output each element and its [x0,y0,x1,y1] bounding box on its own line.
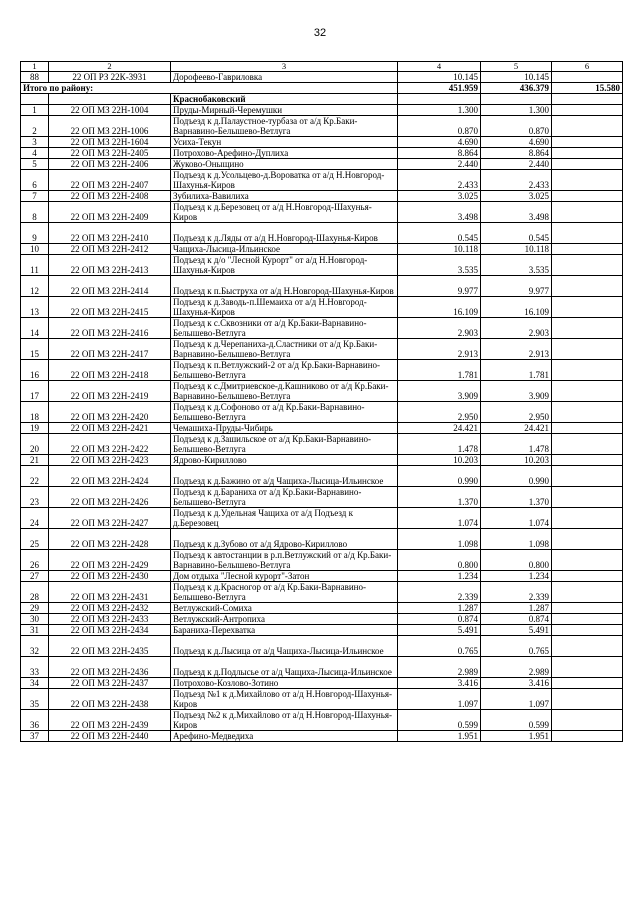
road-length-paved: 3.909 [481,381,552,402]
header-row [21,62,623,72]
road-length-paved: 2.950 [481,402,552,423]
road-name: Подъезд к с.Сквозники от а/д Кр.Баки-Варнавино-Белышево-Ветлуга [171,318,398,339]
row-number: 5 [21,159,49,170]
column-header: 4 [398,62,481,72]
road-length-other [552,276,623,297]
road-name: Подъезд к д/о "Лесной Курорт" от а/д Н.Новгород-Шахунья-Киров [171,255,398,276]
road-code: 22 ОП МЗ 22Н-2410 [49,223,171,244]
road-code: 22 ОП МЗ 22Н-2422 [49,434,171,455]
road-name: Подъезд к д.Березовец от а/д Н.Новгород-Шахунья-Киров [171,202,398,223]
row-number: 14 [21,318,49,339]
road-length-paved: 2.903 [481,318,552,339]
road-name: Подъезд к автостанции в р.п.Ветлужский от а/д Кр.Баки-Варнавино-Белышево-Ветлуга [171,550,398,571]
road-name: Потрохово-Арефино-Дуплиха [171,148,398,159]
table-row [21,223,623,244]
road-name: Подъезд к п.Ветлужский-2 от а/д Кр.Баки-Варнавино-Белышево-Ветлуга [171,360,398,381]
road-length-paved: 8.864 [481,148,552,159]
row-number: 31 [21,625,49,636]
road-code: 22 ОП МЗ 22Н-2406 [49,159,171,170]
row-number: 10 [21,244,49,255]
road-length-paved: 0.545 [481,223,552,244]
road-code: 22 ОП МЗ 22Н-2417 [49,339,171,360]
road-code: 22 ОП МЗ 22Н-2436 [49,657,171,678]
row-number: 32 [21,636,49,657]
road-name: Подъезд к д.Бараниха от а/д Кр.Баки-Варнавино-Белышево-Ветлуга [171,487,398,508]
table-row [21,255,623,276]
row-number: 3 [21,137,49,148]
table-row [21,731,623,742]
road-length: 1.951 [398,731,481,742]
road-length: 2.989 [398,657,481,678]
road-length: 4.690 [398,137,481,148]
row-number: 22 [21,466,49,487]
row-number: 4 [21,148,49,159]
road-length: 0.874 [398,614,481,625]
road-length-other [552,148,623,159]
road-length: 9.977 [398,276,481,297]
empty-cell [552,94,623,105]
road-name: Ядрово-Кириллово [171,455,398,466]
road-length-other [552,170,623,191]
road-length: 2.903 [398,318,481,339]
road-length-other [552,689,623,710]
table-row [21,381,623,402]
table-row [21,625,623,636]
road-length: 1.097 [398,689,481,710]
table-row [21,508,623,529]
row-number: 6 [21,170,49,191]
total-label: Итого по району: [21,83,398,94]
road-code: 22 ОП МЗ 22Н-2440 [49,731,171,742]
road-code: 22 ОП МЗ 22Н-2439 [49,710,171,731]
road-name: Пруды-Мирный-Черемушки [171,105,398,116]
total-row [21,83,623,94]
road-length-paved: 3.535 [481,255,552,276]
road-length-paved: 1.074 [481,508,552,529]
road-length-other [552,360,623,381]
road-length-other [552,550,623,571]
road-length: 1.098 [398,529,481,550]
road-length-paved: 4.690 [481,137,552,148]
empty-cell [398,94,481,105]
row-number: 36 [21,710,49,731]
road-name: Ветлужский-Сомиха [171,603,398,614]
road-length-paved: 0.599 [481,710,552,731]
road-length-paved: 5.491 [481,625,552,636]
total-paved: 436.379 [481,83,552,94]
table-row [21,105,623,116]
table-row [21,297,623,318]
table-row [21,710,623,731]
road-code: 22 ОП МЗ 22Н-2427 [49,508,171,529]
road-length-other [552,657,623,678]
road-length-paved: 0.874 [481,614,552,625]
road-length: 8.864 [398,148,481,159]
road-code: 22 ОП МЗ 22Н-2408 [49,191,171,202]
road-length-other [552,105,623,116]
total-length: 451.959 [398,83,481,94]
table-row [21,466,623,487]
road-name: Чемашиха-Пруды-Чибирь [171,423,398,434]
column-header: 1 [21,62,49,72]
road-length-paved: 10.145 [481,72,552,83]
road-name: Ветлужский-Антропиха [171,614,398,625]
road-length: 1.300 [398,105,481,116]
road-length-paved: 0.765 [481,636,552,657]
road-length: 2.913 [398,339,481,360]
road-length-other [552,731,623,742]
road-name: Подъезд к д.Удельная Чащиха от а/д Подъезд к д.Березовец [171,508,398,529]
row-number: 37 [21,731,49,742]
table-row [21,318,623,339]
road-length-other [552,466,623,487]
row-number: 88 [21,72,49,83]
road-length-paved: 1.300 [481,105,552,116]
road-name: Бараниха-Перехватка [171,625,398,636]
road-length-other [552,455,623,466]
total-unpaved: 15.580 [552,83,623,94]
table-row [21,72,623,83]
table-row [21,636,623,657]
column-header: 2 [49,62,171,72]
table-row [21,423,623,434]
table-row [21,360,623,381]
road-name: Подъезд №2 к д.Михайлово от а/д Н.Новгород-Шахунья-Киров [171,710,398,731]
road-length-other [552,255,623,276]
road-length-other [552,529,623,550]
road-name: Подъезд к д.Зашильское от а/д Кр.Баки-Варнавино-Белышево-Ветлуга [171,434,398,455]
road-name: Дом отдыха "Лесной курорт"-Затон [171,571,398,582]
road-code: 22 ОП МЗ 22Н-2420 [49,402,171,423]
road-length: 24.421 [398,423,481,434]
road-length: 3.909 [398,381,481,402]
road-length-other [552,571,623,582]
road-length: 2.339 [398,582,481,603]
row-number: 26 [21,550,49,571]
road-length-other [552,137,623,148]
table-row [21,137,623,148]
road-length: 10.145 [398,72,481,83]
row-number: 15 [21,339,49,360]
road-length-paved: 0.870 [481,116,552,137]
road-length-other [552,318,623,339]
table-row [21,529,623,550]
row-number: 12 [21,276,49,297]
road-code: 22 ОП МЗ 22Н-1006 [49,116,171,137]
road-name: Подъезд к д.Заводь-п.Шемаиха от а/д Н.Новгород-Шахунья-Киров [171,297,398,318]
table-row [21,170,623,191]
road-length-other [552,710,623,731]
road-length-paved: 16.109 [481,297,552,318]
table-row [21,244,623,255]
row-number: 20 [21,434,49,455]
road-length: 1.370 [398,487,481,508]
road-name: Подъезд к д.Софоново от а/д Кр.Баки-Варнавино-Белышево-Ветлуга [171,402,398,423]
road-code: 22 ОП МЗ 22Н-2407 [49,170,171,191]
road-length-other [552,487,623,508]
road-length-other [552,116,623,137]
table-row [21,678,623,689]
road-length-paved: 0.800 [481,550,552,571]
road-length-other [552,614,623,625]
road-length: 1.074 [398,508,481,529]
road-length-other [552,244,623,255]
road-name: Зубилиха-Вавилиха [171,191,398,202]
road-length-paved: 1.781 [481,360,552,381]
row-number: 7 [21,191,49,202]
road-code: 22 ОП МЗ 22Н-2428 [49,529,171,550]
road-length: 10.203 [398,455,481,466]
row-number: 30 [21,614,49,625]
road-code: 22 ОП МЗ 22Н-2426 [49,487,171,508]
page-number: 32 [313,27,327,39]
table-row [21,191,623,202]
row-number: 18 [21,402,49,423]
road-length: 3.025 [398,191,481,202]
road-length-paved: 1.287 [481,603,552,614]
road-length-paved: 0.990 [481,466,552,487]
row-number: 25 [21,529,49,550]
table-row [21,455,623,466]
road-code: 22 ОП МЗ 22Н-2438 [49,689,171,710]
road-length-paved: 10.203 [481,455,552,466]
row-number: 19 [21,423,49,434]
road-length-other [552,402,623,423]
section-row [21,94,623,105]
row-number: 28 [21,582,49,603]
road-code: 22 ОП МЗ 22Н-2432 [49,603,171,614]
table-row [21,550,623,571]
table-row [21,148,623,159]
road-length-paved: 10.118 [481,244,552,255]
road-length-other [552,297,623,318]
section-title: Краснобаковский [171,94,398,105]
road-length: 1.234 [398,571,481,582]
road-length: 3.535 [398,255,481,276]
road-code: 22 ОП МЗ 22Н-2421 [49,423,171,434]
road-length-paved: 3.025 [481,191,552,202]
road-name: Подъезд к д.Бажино от а/д Чащиха-Лысица-Ильинское [171,466,398,487]
road-length-paved: 1.098 [481,529,552,550]
road-length: 0.870 [398,116,481,137]
road-length-other [552,339,623,360]
road-name: Подъезд к с.Дмитриевское-д.Кашниково от а/д Кр.Баки-Варнавино-Белышево-Ветлуга [171,381,398,402]
road-length-other [552,202,623,223]
road-name: Усиха-Текун [171,137,398,148]
road-code: 22 ОП МЗ 22Н-2413 [49,255,171,276]
road-length-paved: 1.097 [481,689,552,710]
road-length: 2.950 [398,402,481,423]
road-name: Подъезд №1 к д.Михайлово от а/д Н.Новгород-Шахунья-Киров [171,689,398,710]
row-number: 1 [21,105,49,116]
row-number: 35 [21,689,49,710]
table-row [21,582,623,603]
table-row [21,116,623,137]
column-header: 5 [481,62,552,72]
road-length: 5.491 [398,625,481,636]
road-length-paved: 3.498 [481,202,552,223]
road-length: 0.765 [398,636,481,657]
road-length: 0.800 [398,550,481,571]
row-number: 24 [21,508,49,529]
road-length-other [552,159,623,170]
road-length-other [552,223,623,244]
column-header: 3 [171,62,398,72]
row-number: 23 [21,487,49,508]
road-length: 3.498 [398,202,481,223]
road-name: Подъезд к д.Красногор от а/д Кр.Баки-Варнавино-Белышево-Ветлуга [171,582,398,603]
row-number: 11 [21,255,49,276]
road-length-paved: 9.977 [481,276,552,297]
road-code: 22 ОП МЗ 22Н-2434 [49,625,171,636]
table-row [21,571,623,582]
row-number: 13 [21,297,49,318]
road-length-paved: 2.913 [481,339,552,360]
road-length-other [552,72,623,83]
empty-cell [481,94,552,105]
road-length-paved: 2.440 [481,159,552,170]
road-length-paved: 3.416 [481,678,552,689]
road-length: 10.118 [398,244,481,255]
road-name: Жуково-Оныщино [171,159,398,170]
road-length-paved: 1.478 [481,434,552,455]
road-name: Подъезд к д.Усольцево-д.Вороватка от а/д Н.Новгород-Шахунья-Киров [171,170,398,191]
row-number: 9 [21,223,49,244]
table-row [21,614,623,625]
road-code: 22 ОП МЗ 22Н-1604 [49,137,171,148]
empty-cell [49,94,171,105]
road-code: 22 ОП МЗ 22Н-2429 [49,550,171,571]
road-code: 22 ОП МЗ 22Н-2418 [49,360,171,381]
row-number: 29 [21,603,49,614]
row-number: 34 [21,678,49,689]
table-row [21,657,623,678]
road-name: Подъезд к п.Быструха от а/д Н.Новгород-Шахунья-Киров [171,276,398,297]
road-code: 22 ОП МЗ 22Н-2423 [49,455,171,466]
table-row [21,276,623,297]
road-name: Подъезд к д.Ляды от а/д Н.Новгород-Шахунья-Киров [171,223,398,244]
road-length-other [552,636,623,657]
road-name: Дорофеево-Гавриловка [171,72,398,83]
row-number: 16 [21,360,49,381]
road-name: Потрохово-Козлово-Зотино [171,678,398,689]
table-row [21,202,623,223]
road-name: Подъезд к д.Лысица от а/д Чащиха-Лысица-Ильинское [171,636,398,657]
table-row [21,434,623,455]
road-length: 16.109 [398,297,481,318]
row-number: 33 [21,657,49,678]
road-code: 22 ОП МЗ 22Н-2419 [49,381,171,402]
road-name: Арефино-Медведиха [171,731,398,742]
road-length-paved: 24.421 [481,423,552,434]
column-header: 6 [552,62,623,72]
road-code: 22 ОП МЗ 22Н-2405 [49,148,171,159]
road-length-other [552,603,623,614]
table-row [21,402,623,423]
road-code: 22 ОП МЗ 22Н-2433 [49,614,171,625]
road-length: 0.599 [398,710,481,731]
road-name: Подъезд к д.Подлысье от а/д Чащиха-Лысица-Ильинское [171,657,398,678]
road-length-paved: 1.370 [481,487,552,508]
road-length: 1.781 [398,360,481,381]
road-code: 22 ОП МЗ 22Н-2414 [49,276,171,297]
road-length-paved: 2.339 [481,582,552,603]
table-row [21,487,623,508]
road-code: 22 ОП МЗ 22Н-2415 [49,297,171,318]
road-length: 1.287 [398,603,481,614]
road-code: 22 ОП МЗ 22Н-2430 [49,571,171,582]
road-length-paved: 2.989 [481,657,552,678]
road-length-other [552,191,623,202]
road-code: 22 ОП МЗ 22Н-2437 [49,678,171,689]
roads-table [20,61,623,742]
road-length: 2.440 [398,159,481,170]
road-code: 22 ОП МЗ 22Н-2424 [49,466,171,487]
empty-cell [21,94,49,105]
road-length-other [552,423,623,434]
road-length: 1.478 [398,434,481,455]
row-number: 21 [21,455,49,466]
road-length-other [552,678,623,689]
road-code: 22 ОП МЗ 22Н-2412 [49,244,171,255]
road-code: 22 ОП МЗ 22Н-2431 [49,582,171,603]
row-number: 8 [21,202,49,223]
road-code: 22 ОП МЗ 22Н-2435 [49,636,171,657]
table-row [21,603,623,614]
road-length: 2.433 [398,170,481,191]
road-code: 22 ОП МЗ 22Н-1004 [49,105,171,116]
table-row [21,689,623,710]
road-length: 0.990 [398,466,481,487]
row-number: 27 [21,571,49,582]
road-code: 22 ОП МЗ 22Н-2416 [49,318,171,339]
road-length-other [552,625,623,636]
road-length-paved: 1.234 [481,571,552,582]
road-length-other [552,582,623,603]
table-row [21,159,623,170]
road-length-other [552,508,623,529]
road-code: 22 ОП МЗ 22Н-2409 [49,202,171,223]
road-length-paved: 1.951 [481,731,552,742]
road-length: 0.545 [398,223,481,244]
row-number: 17 [21,381,49,402]
table-row [21,339,623,360]
row-number: 2 [21,116,49,137]
road-name: Подъезд к д.Палаустное-турбаза от а/д Кр.Баки-Варнавино-Белышево-Ветлуга [171,116,398,137]
road-name: Подъезд к д.Черепаниха-д.Сластники от а/д Кр.Баки-Варнавино-Белышево-Ветлуга [171,339,398,360]
road-name: Подъезд к д.Зубово от а/д Ядрово-Кириллово [171,529,398,550]
road-length-other [552,434,623,455]
road-name: Чащиха-Лысица-Ильинское [171,244,398,255]
road-length-paved: 2.433 [481,170,552,191]
road-length: 3.416 [398,678,481,689]
road-code: 22 ОП РЗ 22К-3931 [49,72,171,83]
road-length-other [552,381,623,402]
